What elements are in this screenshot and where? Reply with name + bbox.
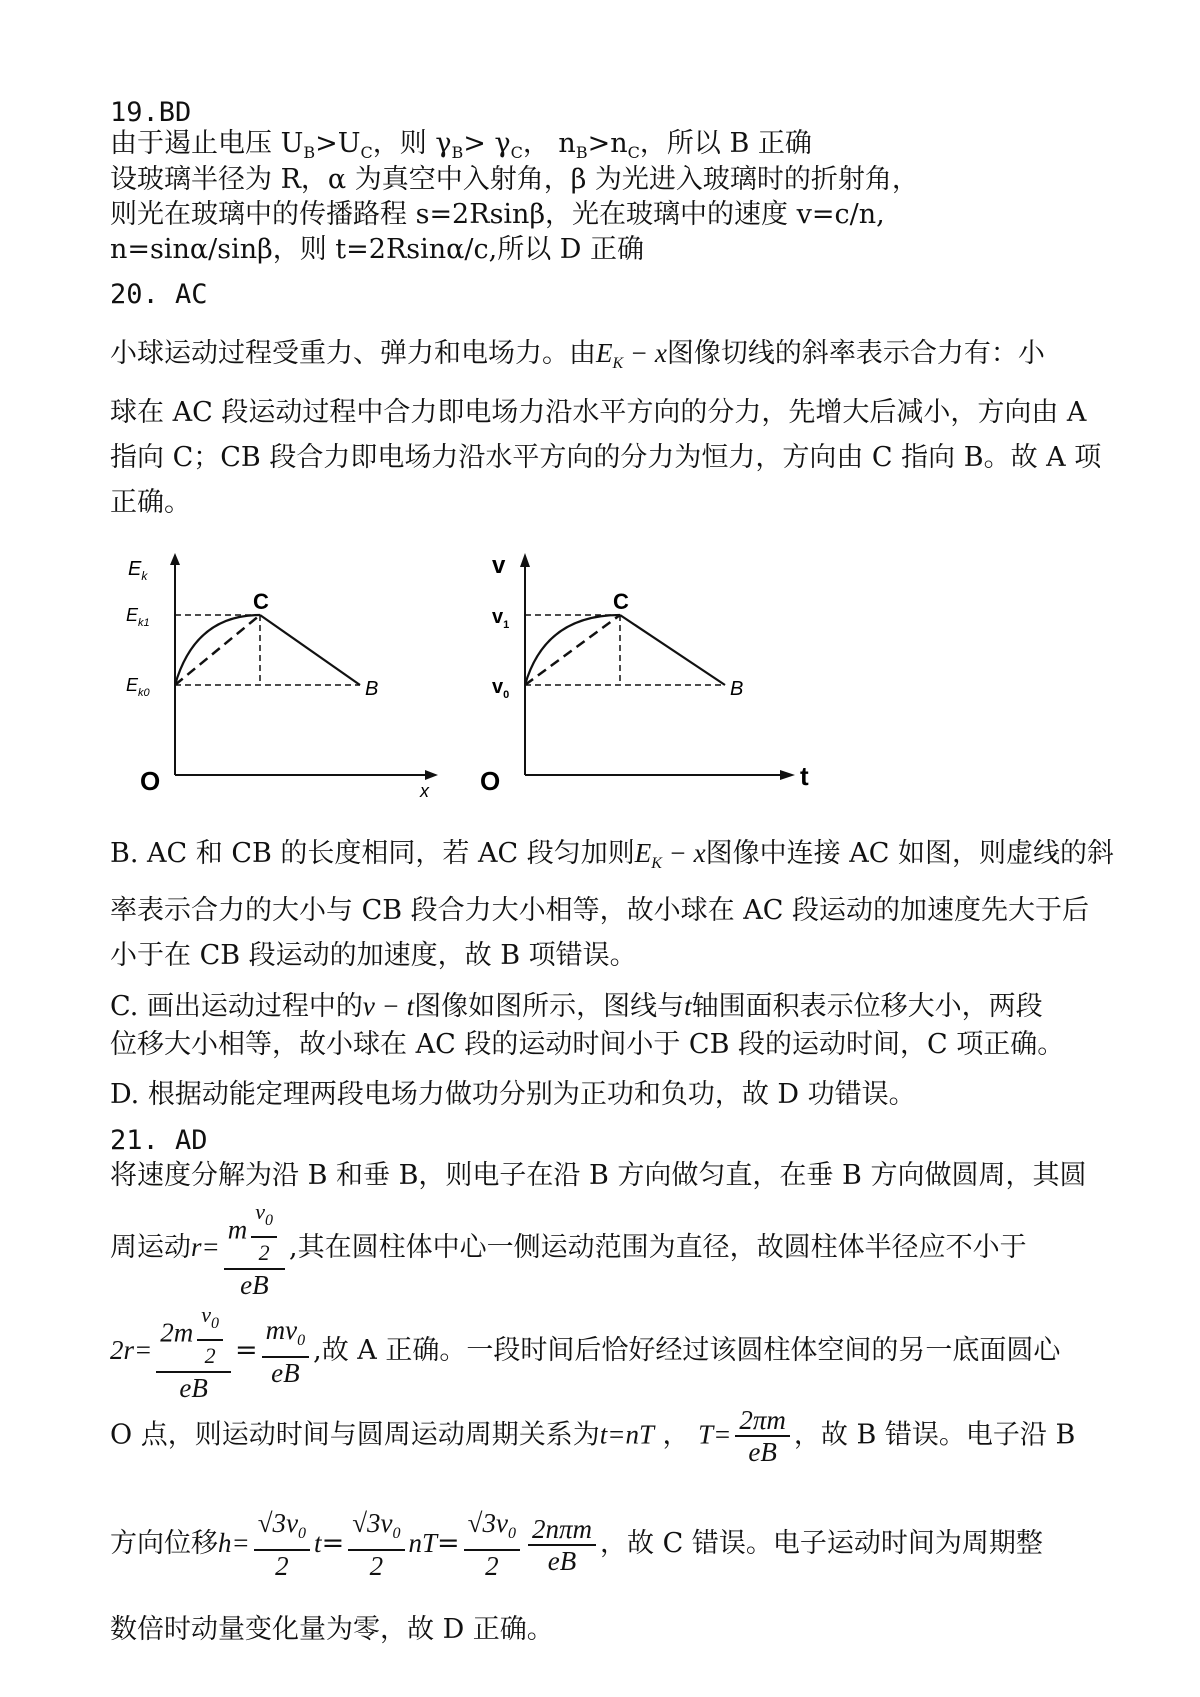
q20-answer: 20. AC	[110, 279, 208, 310]
q20-c-line1: C. 画出运动过程中的v − t图像如图所示，图线与t轴围面积表示位移大小，两段	[110, 991, 1043, 1022]
q20-para1-line2: 球在 AC 段运动过程中合力即电场力沿水平方向的分力，先增大后减小，方向由 A	[110, 397, 1087, 428]
point-c-label: C	[613, 589, 629, 614]
q19-line3: 则光在玻璃中的传播路程 s=2Rsinβ，光在玻璃中的速度 v=c/n,	[110, 199, 885, 230]
mv0-fraction: $\frac{mv_0}{eB}$	[262, 1315, 309, 1388]
q21-answer: 21. AD	[110, 1125, 208, 1156]
q20-para1-line3: 指向 C；CB 段合力即电场力沿水平方向的分力为恒力，方向由 C 指向 B。故 A 项	[110, 442, 1102, 473]
point-b-label: B	[365, 678, 379, 700]
2r-fraction: 2m $\frac{v_0}{2}$ eB	[156, 1300, 231, 1403]
v-t-graph	[480, 545, 820, 805]
origin-label: O	[480, 766, 501, 796]
q20-b-line3: 小于在 CB 段运动的加速度，故 B 项错误。	[110, 940, 637, 971]
q20-b-line1: B. AC 和 CB 的长度相同，若 AC 段匀加则$E_K - x$图像中连接 AC 如图，则虚线的斜	[110, 838, 1114, 872]
origin-label: O	[140, 766, 161, 796]
q21-line5: 方向位移h= $\frac{√3v_0}{2}$ t= $\frac{√3v_0}{2}$ nT= $\frac{√3v_0}{2}$ $\frac{\text{2nπm}}{eB}$ ，故 C 错误。电子运动时间为周期整	[110, 1508, 1043, 1581]
q20-para1-line4: 正确。	[110, 487, 191, 518]
q20-para1-line1: 小球运动过程受重力、弹力和电场力。由$E_K - x$图像切线的斜率表示合力有：小	[110, 338, 1045, 372]
v0-tick: $v_0$	[492, 676, 510, 701]
q20-d-line1: D. 根据动能定理两段电场力做功分别为正功和负功，故 D 功错误。	[110, 1079, 916, 1110]
q21-line2: 周运动r= m $\frac{v_0}{2}$ eB ,其在圆柱体中心一侧运动范围为直径，故圆柱体半径应不小于	[110, 1199, 1027, 1300]
point-c-label: C	[253, 589, 269, 614]
h-frac-2: $\frac{√3v_0}{2}$	[348, 1508, 404, 1581]
q19-answer: 19.BD	[110, 97, 192, 128]
v1-tick: $v_1$	[492, 606, 510, 631]
ek-x-graph	[120, 545, 450, 805]
q19-line2: 设玻璃半径为 R，α 为真空中入射角，β 为光进入玻璃时的折射角，	[110, 164, 919, 195]
q21-line3: 2r= 2m $\frac{v_0}{2}$ eB = $\frac{mv_0}{eB}$ ,故 A 正确。一段时间后恰好经过该圆柱体空间的另一底面圆心	[110, 1302, 1061, 1403]
q21-line4: O 点，则运动时间与圆周运动周期关系为t=nT ， T= $\frac{2\pi m}{eB}$ ，故 B 错误。电子沿 B	[110, 1405, 1076, 1467]
ek0-tick: $E_{k0}$	[126, 675, 150, 699]
q21-line6: 数倍时动量变化量为零，故 D 正确。	[110, 1614, 554, 1645]
h-frac-4: $\frac{\text{2nπm}}{eB}$	[528, 1514, 596, 1576]
t-axis-label: t	[800, 761, 809, 791]
point-b-label: B	[730, 678, 744, 700]
ek-axis-label: $E_k$	[128, 558, 148, 583]
ek1-tick: $E_{k1}$	[126, 605, 150, 629]
q21-line1: 将速度分解为沿 B 和垂 B，则电子在沿 B 方向做匀直，在垂 B 方向做圆周，其圆	[110, 1160, 1087, 1191]
q19-line1: 由于遏止电压 $U_B>U_C$，则 $\gamma_B> \gamma_C$， $n_B>n_C$，所以 B 正确	[110, 128, 812, 162]
q20-b-line2: 率表示合力的大小与 CB 段合力大小相等，故小球在 AC 段运动的加速度先大于后	[110, 895, 1089, 926]
period-fraction: $\frac{2\pi m}{eB}$	[735, 1405, 790, 1467]
x-axis-label: x	[420, 781, 429, 801]
h-frac-3: $\frac{√3v_0}{2}$	[464, 1508, 520, 1581]
q19-line4: n=sinα/sinβ，则 t=2Rsinα/c,所以 D 正确	[110, 234, 645, 265]
v-axis-label: v	[492, 552, 506, 579]
q20-c-line2: 位移大小相等，故小球在 AC 段的运动时间小于 CB 段的运动时间，C 项正确。	[110, 1029, 1065, 1060]
r-fraction: m $\frac{v_0}{2}$ eB	[224, 1197, 285, 1300]
h-frac-1: $\frac{√3v_0}{2}$	[254, 1508, 310, 1581]
